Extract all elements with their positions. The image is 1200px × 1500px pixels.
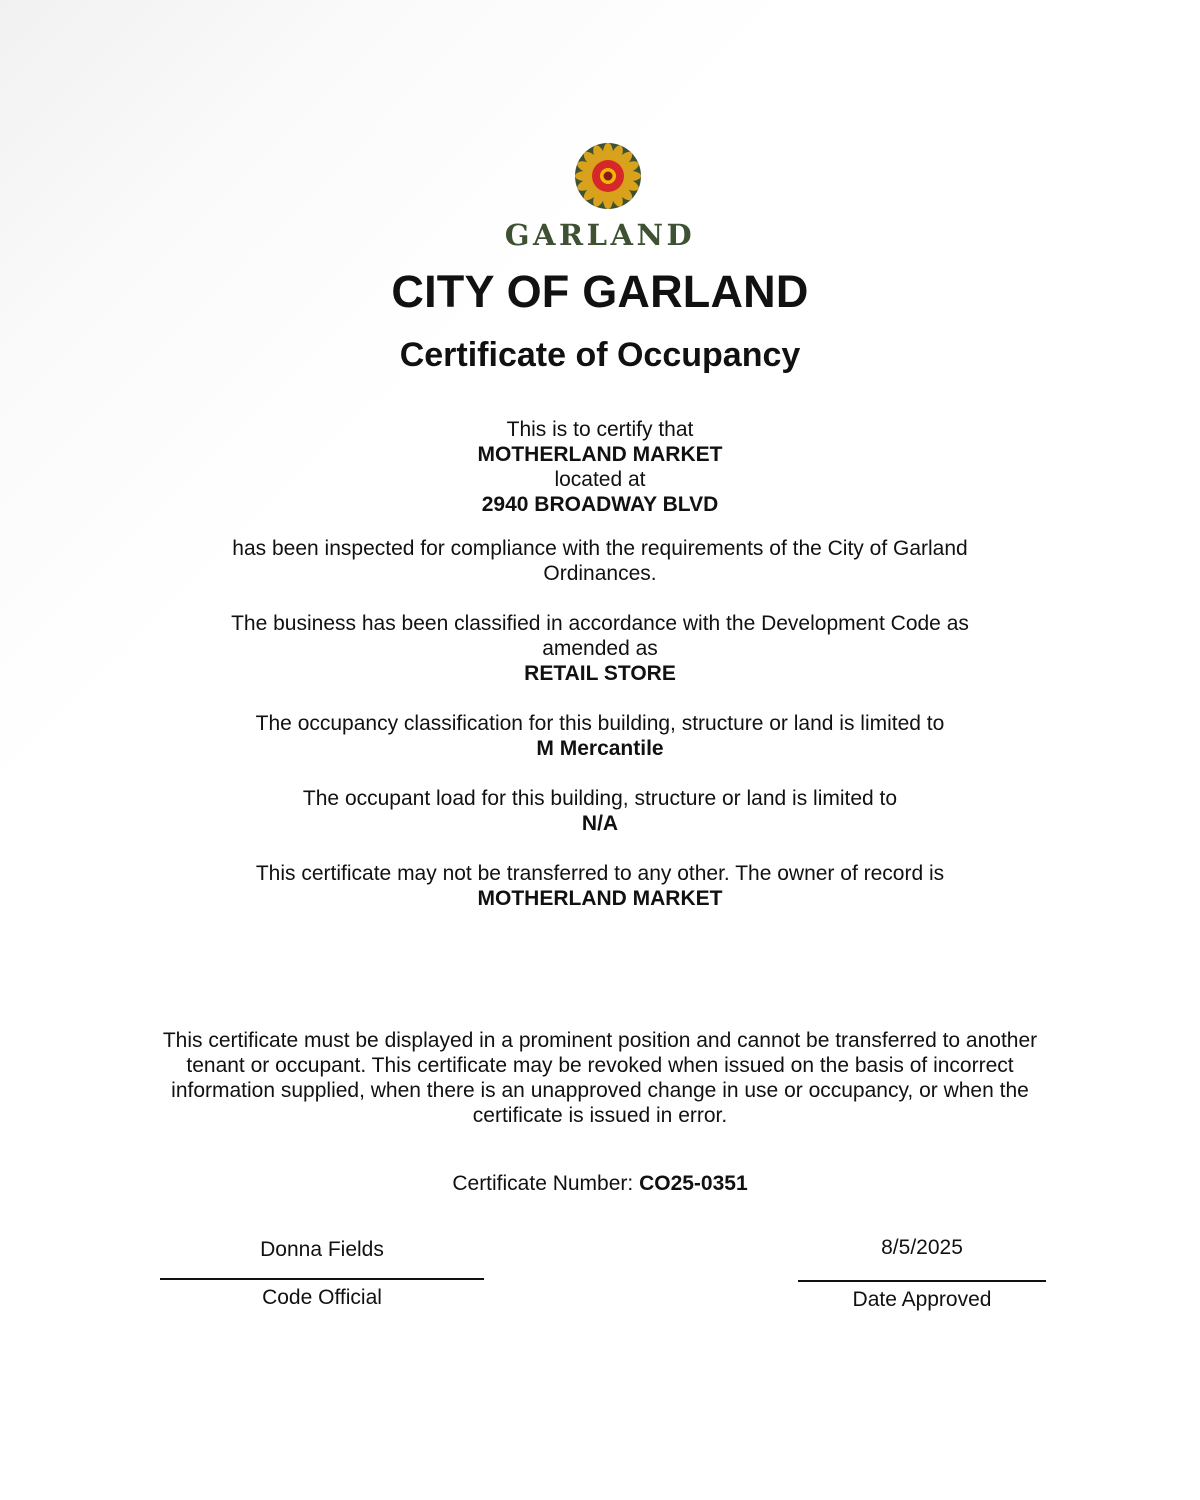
classification-block	[190, 611, 1010, 686]
occupancy-class-text: The occupancy classification for this building, structure or land is limited to	[255, 712, 945, 735]
official-title: Code Official	[262, 1286, 382, 1309]
certificate-number	[0, 1171, 1200, 1196]
owner-text: This certificate may not be transferred to any other. The owner of record is	[255, 862, 945, 885]
garland-flower-icon	[574, 142, 642, 210]
display-notice: This certificate must be displayed in a prominent position and cannot be transferred to another tenant or occupant. This certificate may be revoked when issued on the basis of incorrect information supplied, when there is an unapproved change in use or occupancy, or when the certificate is issued in error.	[162, 1029, 1038, 1127]
occupant-load-text: The occupant load for this building, structure or land is limited to	[302, 787, 898, 810]
classification-value: RETAIL STORE	[524, 662, 676, 685]
business-name: MOTHERLAND MARKET	[477, 443, 723, 466]
located-at-label: located at	[554, 468, 646, 491]
date-signature-line	[798, 1280, 1046, 1282]
occupant-load-block	[190, 786, 1010, 836]
certify-intro: This is to certify that	[506, 418, 694, 441]
owner-block	[190, 861, 1010, 911]
occupant-load-value: N/A	[581, 812, 619, 835]
date-approved-label: Date Approved	[852, 1288, 992, 1311]
logo-wordmark: GARLAND	[504, 218, 696, 252]
owner-value: MOTHERLAND MARKET	[477, 887, 723, 910]
occupancy-class-value: M Mercantile	[536, 737, 664, 760]
certificate-title: Certificate of Occupancy	[399, 336, 801, 374]
business-address: 2940 BROADWAY BLVD	[481, 493, 719, 516]
city-title: CITY OF GARLAND	[391, 266, 809, 317]
certificate-number-label: Certificate Number:	[452, 1172, 634, 1195]
approval-date: 8/5/2025	[881, 1236, 963, 1259]
official-signature-line	[160, 1278, 484, 1280]
compliance-statement: has been inspected for compliance with the requirements of the City of Garland Ordinances.	[232, 537, 968, 585]
certificate-number-value: CO25-0351	[639, 1172, 748, 1195]
official-name: Donna Fields	[260, 1238, 384, 1261]
certify-block	[0, 417, 1200, 517]
occupancy-class-block	[190, 711, 1010, 761]
classification-text: The business has been classified in accordance with the Development Code as amended as	[231, 612, 969, 660]
